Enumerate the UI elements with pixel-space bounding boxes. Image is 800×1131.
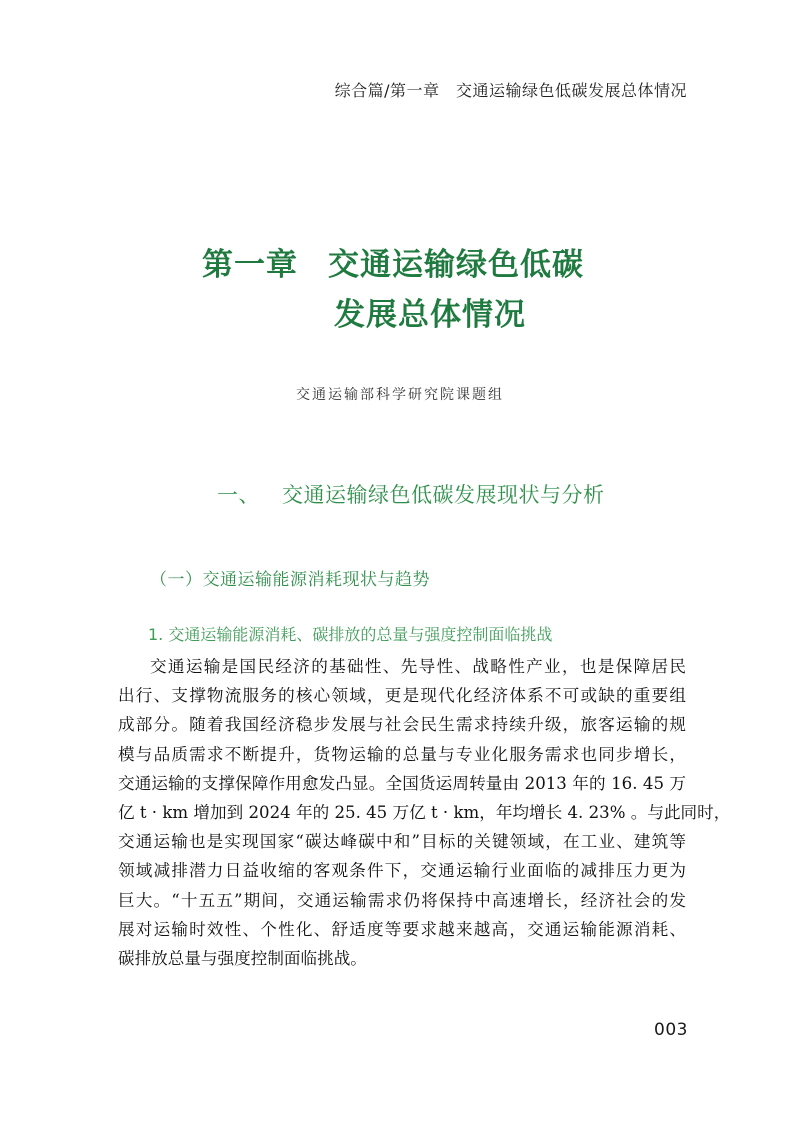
chapter-title-line1 <box>202 240 584 290</box>
body-line: 出行、支撑物流服务的核心领域，更是现代化经济体系不可或缺的重要组 <box>118 686 686 706</box>
body-line: 交通运输也是实现国家“碳达峰碳中和”目标的关键领域，在工业、建筑等 <box>118 832 686 852</box>
chapter-title-text-1: 交通运输绿色低碳 <box>328 247 584 283</box>
subsection-heading: （一）交通运输能源消耗现状与趋势 <box>150 570 430 590</box>
body-line: 亿 t · km 增加到 2024 年的 25. 45 万亿 t · km，年均增长 4. 23% 。与此同时， <box>118 802 731 822</box>
body-line: 领域减排潜力日益收缩的客观条件下，交通运输行业面临的减排压力更为 <box>118 861 686 881</box>
author-line: 交通运输部科学研究院课题组 <box>296 387 504 403</box>
body-line: 交通运输是国民经济的基础性、先导性、战略性产业，也是保障居民 <box>150 657 686 676</box>
running-header: 综合篇/第一章 交通运输绿色低碳发展总体情况 <box>334 81 687 100</box>
body-line: 成部分。随着我国经济稳步发展与社会民生需求持续升级，旅客运输的规 <box>118 715 686 735</box>
section-number: 一、 <box>217 483 260 507</box>
page-number: 003 <box>654 1020 688 1040</box>
chapter-number: 第一章 <box>202 247 298 283</box>
section-heading <box>217 479 605 509</box>
body-line: 碳排放总量与强度控制面临挑战。 <box>118 948 367 968</box>
subsubsection-heading: 1. 交通运输能源消耗、碳排放的总量与强度控制面临挑战 <box>148 625 553 644</box>
body-paragraph <box>118 652 731 973</box>
body-line: 交通运输的支撑保障作用愈发凸显。全国货运周转量由 2013 年的 16. 45 万 <box>118 773 686 793</box>
body-line: 巨大。“十五五”期间，交通运输需求仍将保持中高速增长，经济社会的发 <box>118 890 686 910</box>
body-line: 模与品质需求不断提升，货物运输的总量与专业化服务需求也同步增长， <box>118 744 686 764</box>
body-line: 展对运输时效性、个性化、舒适度等要求越来越高，交通运输能源消耗、 <box>118 919 686 939</box>
section-title: 交通运输绿色低碳发展现状与分析 <box>282 483 605 507</box>
chapter-title-line2: 发展总体情况 <box>334 297 526 333</box>
